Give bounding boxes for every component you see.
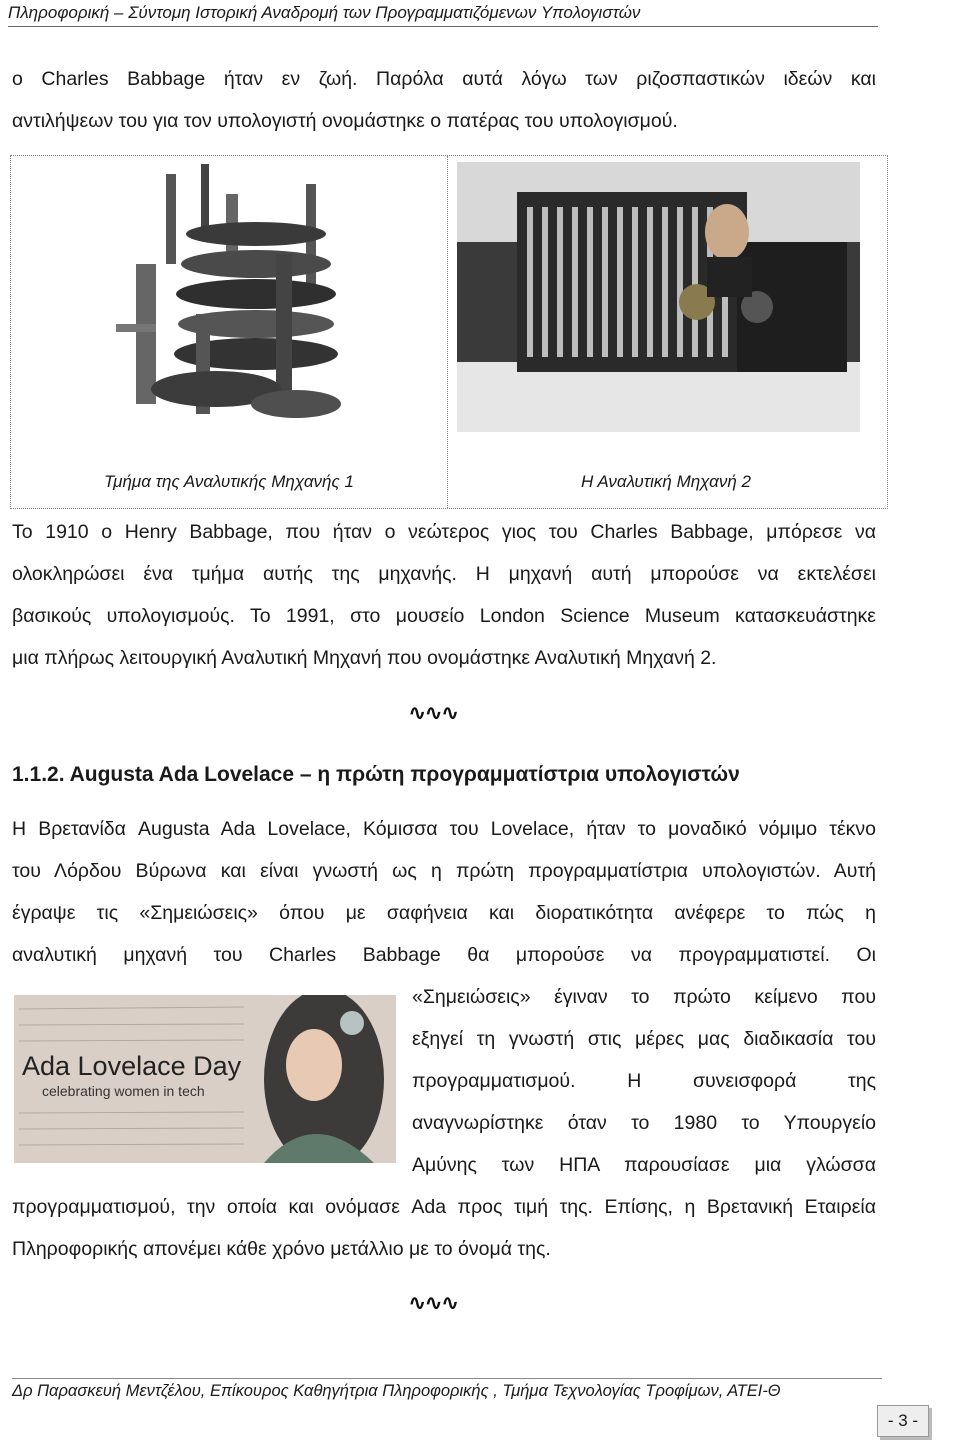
- analytical-engine-part-photo: [106, 164, 366, 432]
- page-footer: Δρ Παρασκευή Μεντζέλου, Επίκουρος Καθηγήτρια Πληροφορικής , Τμήμα Τεχνολογίας Τροφίμων, ΑΤΕΙ-Θ: [12, 1378, 882, 1401]
- paragraph1-line-4: μια πλήρως λειτουργική Αναλυτική Μηχανή που ονομάστηκε Αναλυτική Μηχανή 2.: [12, 647, 717, 669]
- paragraph2-line-6: Πληροφορικής απονέμει κάθε χρόνο μετάλλιο με το όνομά της.: [12, 1238, 551, 1260]
- paragraph1-line-1: Το 1910 ο Henry Babbage, που ήταν ο νεώτερος γιος του Charles Babbage, μπόρεσε να: [12, 521, 876, 543]
- paragraph2-side-line-3: προγραμματισμού. Η συνεισφορά της: [412, 1070, 876, 1092]
- intro-line-1: ο Charles Babbage ήταν εν ζωή. Παρόλα αυτά λόγω των ριζοσπαστικών ιδεών και: [12, 68, 876, 90]
- intro-line-2: αντιλήψεων του για τον υπολογιστή ονομάστηκε ο πατέρας του υπολογισμού.: [12, 110, 678, 132]
- ornament-separator-2: ∿∿∿: [408, 1290, 458, 1315]
- running-header: Πληροφορική – Σύντομη Ιστορική Αναδρομή των Προγραμματιζόμενων Υπολογιστών: [8, 2, 878, 27]
- ornament-separator: ∿∿∿: [408, 700, 458, 725]
- ada-image-subtitle: celebrating women in tech: [42, 1083, 205, 1099]
- paragraph2-line-3: έγραψε τις «Σημειώσεις» όπου με σαφήνεια και διορατικότητα ανέφερε το πώς η: [12, 902, 876, 924]
- page-number: - 3 -: [877, 1405, 929, 1437]
- analytical-engine-museum-photo: [457, 162, 860, 432]
- paragraph2-line-5: προγραμματισμού, την οποία και ονόμασε Ada προς τιμή της. Επίσης, η Βρετανική Εταιρεία: [12, 1196, 876, 1218]
- paragraph2-line-4: αναλυτική μηχανή του Charles Babbage θα μπορούσε να προγραμματιστεί. Οι: [12, 944, 876, 966]
- paragraph2-line-2: του Λόρδου Βύρωνα και είναι γνωστή ως η πρώτη προγραμματίστρια υπολογιστών. Αυτή: [12, 860, 876, 882]
- ada-image-title: Ada Lovelace Day: [22, 1051, 242, 1081]
- ada-lovelace-day-image: [14, 995, 396, 1163]
- caption-right: Η Αναλυτική Μηχανή 2: [581, 472, 751, 491]
- paragraph2-side-line-2: εξηγεί τη γνωστή στις μέρες μας διαδικασία του: [412, 1028, 876, 1050]
- paragraph2-side-line-1: «Σημειώσεις» έγιναν το πρώτο κείμενο που: [412, 986, 876, 1008]
- caption-left: Τμήμα της Αναλυτικής Μηχανής 1: [104, 472, 354, 491]
- paragraph1-line-3: βασικούς υπολογισμούς. Το 1991, στο μουσείο London Science Museum κατασκευάστηκε: [12, 605, 876, 627]
- section-heading: 1.1.2. Augusta Ada Lovelace – η πρώτη προγραμματίστρια υπολογιστών: [12, 763, 740, 786]
- paragraph2-side-line-4: αναγνωρίστηκε όταν το 1980 το Υπουργείο: [412, 1112, 876, 1134]
- paragraph1-line-2: ολοκληρώσει ένα τμήμα αυτής της μηχανής. Η μηχανή αυτή μπορούσε να εκτελέσει: [12, 563, 876, 585]
- paragraph2-side-line-5: Αμύνης των ΗΠΑ παρουσίασε μια γλώσσα: [412, 1154, 876, 1176]
- figure-divider: [447, 156, 448, 508]
- figure-table: [10, 155, 888, 509]
- paragraph2-line-1: Η Βρετανίδα Augusta Ada Lovelace, Κόμισσα του Lovelace, ήταν το μοναδικό νόμιμο τέκνο: [12, 818, 876, 840]
